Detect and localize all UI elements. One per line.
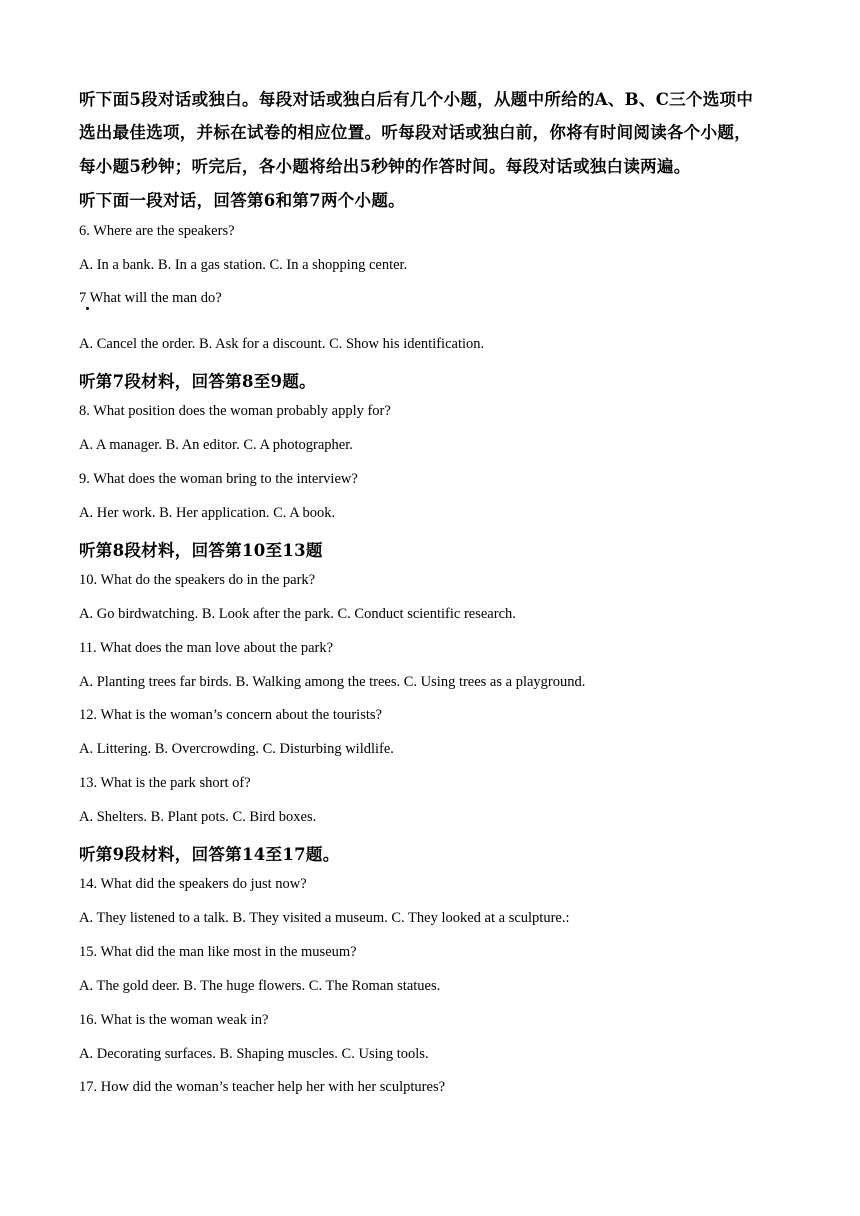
question-15-options: A. The gold deer. B. The huge flowers. C. The Roman statues.	[79, 978, 441, 994]
question-11-options: A. Planting trees far birds. B. Walking among the trees. C. Using trees as a playground.	[79, 674, 586, 690]
instructions-line-1: 听下面5段对话或独白。每段对话或独白后有几个小题，从题中所给的A、B、C三个选项中	[79, 90, 754, 109]
question-8-options: A. A manager. B. An editor. C. A photographer.	[79, 437, 353, 453]
question-15: 15. What did the man like most in the museum?	[79, 944, 357, 960]
question-13: 13. What is the park short of?	[79, 775, 251, 791]
instructions-line-2: 选出最佳选项，并标在试卷的相应位置。听每段对话或独白前，你将有时间阅读各个小题，	[79, 123, 751, 142]
question-7-options: A. Cancel the order. B. Ask for a discount. C. Show his identification.	[79, 336, 485, 352]
question-14: 14. What did the speakers do just now?	[79, 876, 307, 892]
question-9-options: A. Her work. B. Her application. C. A book.	[79, 505, 336, 521]
question-17: 17. How did the woman’s teacher help her with her sculptures?	[79, 1079, 446, 1095]
question-11: 11. What does the man love about the park?	[79, 640, 334, 656]
section-heading-7: 听第7段材料，回答第8至9题。	[79, 372, 316, 391]
section-heading-6: 听下面一段对话，回答第6和第7两个小题。	[79, 191, 405, 210]
question-12-options: A. Littering. B. Overcrowding. C. Disturbing wildlife.	[79, 741, 394, 757]
question-16: 16. What is the woman weak in?	[79, 1012, 269, 1028]
question-6-options: A. In a bank. B. In a gas station. C. In a shopping center.	[79, 257, 408, 273]
question-14-options: A. They listened to a talk. B. They visited a museum. C. They looked at a sculpture.:	[79, 910, 570, 926]
question-13-options: A. Shelters. B. Plant pots. C. Bird boxes.	[79, 809, 317, 825]
question-9: 9. What does the woman bring to the interview?	[79, 471, 358, 487]
question-8: 8. What position does the woman probably apply for?	[79, 403, 391, 419]
section-heading-9: 听第9段材料，回答第14至17题。	[79, 845, 340, 864]
question-7: 7 What will the man do?	[79, 290, 222, 306]
question-16-options: A. Decorating surfaces. B. Shaping muscles. C. Using tools.	[79, 1046, 429, 1062]
section-heading-8: 听第8段材料，回答第10至13题	[79, 541, 323, 560]
instructions-line-3: 每小题5秒钟；听完后，各小题将给出5秒钟的作答时间。每段对话或独白读两遍。	[79, 157, 691, 176]
stray-dot	[86, 307, 89, 310]
question-6: 6. Where are the speakers?	[79, 223, 235, 239]
question-10: 10. What do the speakers do in the park?	[79, 572, 316, 588]
question-12: 12. What is the woman’s concern about the tourists?	[79, 707, 382, 723]
question-10-options: A. Go birdwatching. B. Look after the park. C. Conduct scientific research.	[79, 606, 516, 622]
